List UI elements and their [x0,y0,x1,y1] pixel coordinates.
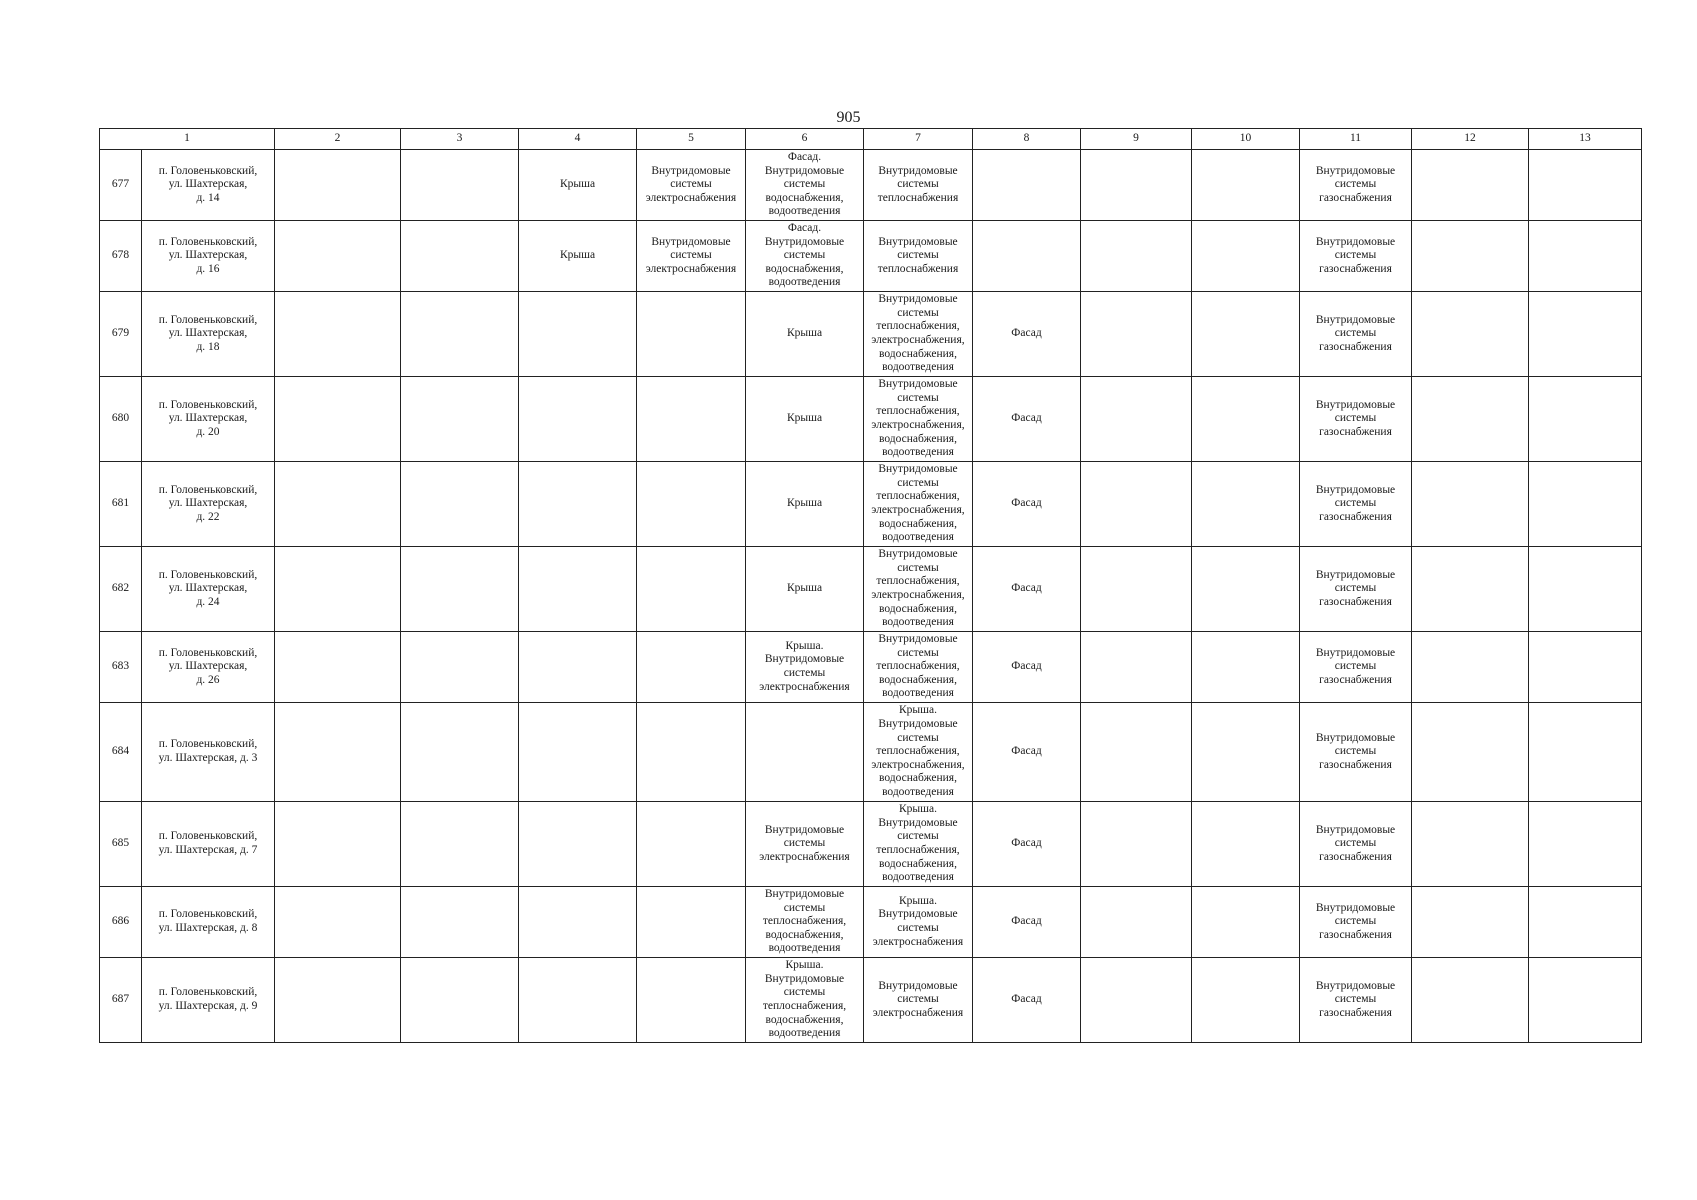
address-cell: п. Головеньковский, ул. Шахтерская, д. 3 [142,703,275,802]
period-cell-col-13 [1529,887,1642,958]
period-cell-col-12 [1412,632,1529,703]
table-row [100,292,1642,377]
row-number-cell: 685 [100,802,142,887]
period-cell-col-10 [1192,547,1300,632]
period-cell-col-8: Фасад [973,377,1081,462]
period-cell-col-7: Внутридомовые системы теплоснабжения, электроснабжения, водоснабжения, водоотведения [864,292,973,377]
period-cell-col-13 [1529,703,1642,802]
period-cell-col-3 [401,462,519,547]
column-number-cell: 2 [275,129,401,150]
period-cell-col-3 [401,221,519,292]
period-cell-col-9 [1081,632,1192,703]
period-cell-col-13 [1529,462,1642,547]
period-cell-col-9 [1081,547,1192,632]
period-cell-col-7: Крыша. Внутридомовые системы теплоснабжения, водоснабжения, водоотведения [864,802,973,887]
period-cell-col-10 [1192,292,1300,377]
period-cell-col-2 [275,632,401,703]
period-cell-col-6: Внутридомовые системы электроснабжения [746,802,864,887]
period-cell-col-5 [637,547,746,632]
address-cell: п. Головеньковский, ул. Шахтерская, д. 24 [142,547,275,632]
period-cell-col-4 [519,802,637,887]
period-cell-col-12 [1412,377,1529,462]
period-cell-col-2 [275,703,401,802]
period-cell-col-5 [637,292,746,377]
period-cell-col-7: Внутридомовые системы теплоснабжения [864,221,973,292]
address-cell: п. Головеньковский, ул. Шахтерская, д. 20 [142,377,275,462]
period-cell-col-9 [1081,703,1192,802]
column-number-cell: 9 [1081,129,1192,150]
column-number-cell: 5 [637,129,746,150]
period-cell-col-11: Внутридомовые системы газоснабжения [1300,377,1412,462]
page-number: 905 [836,109,861,126]
period-cell-col-6: Крыша [746,377,864,462]
table-row [100,377,1642,462]
period-cell-col-5 [637,887,746,958]
period-cell-col-13 [1529,632,1642,703]
period-cell-col-10 [1192,703,1300,802]
period-cell-col-3 [401,632,519,703]
period-cell-col-12 [1412,703,1529,802]
period-cell-col-5 [637,377,746,462]
repair-schedule-table [99,128,1642,1043]
period-cell-col-9 [1081,887,1192,958]
column-number-cell: 10 [1192,129,1300,150]
period-cell-col-12 [1412,462,1529,547]
period-cell-col-8: Фасад [973,632,1081,703]
period-cell-col-11: Внутридомовые системы газоснабжения [1300,802,1412,887]
period-cell-col-10 [1192,802,1300,887]
column-number-cell: 13 [1529,129,1642,150]
period-cell-col-8: Фасад [973,887,1081,958]
period-cell-col-11: Внутридомовые системы газоснабжения [1300,150,1412,221]
column-number-cell: 11 [1300,129,1412,150]
period-cell-col-11: Внутридомовые системы газоснабжения [1300,221,1412,292]
row-number-cell: 678 [100,221,142,292]
column-number-cell: 6 [746,129,864,150]
period-cell-col-3 [401,292,519,377]
address-cell: п. Головеньковский, ул. Шахтерская, д. 7 [142,802,275,887]
period-cell-col-4 [519,377,637,462]
table-row [100,547,1642,632]
period-cell-col-8: Фасад [973,958,1081,1043]
period-cell-col-7: Внутридомовые системы электроснабжения [864,958,973,1043]
period-cell-col-7: Внутридомовые системы теплоснабжения, электроснабжения, водоснабжения, водоотведения [864,462,973,547]
period-cell-col-12 [1412,802,1529,887]
column-number-cell: 3 [401,129,519,150]
period-cell-col-10 [1192,462,1300,547]
period-cell-col-6: Крыша [746,462,864,547]
period-cell-col-5: Внутридомовые системы электроснабжения [637,221,746,292]
period-cell-col-13 [1529,802,1642,887]
period-cell-col-13 [1529,958,1642,1043]
period-cell-col-5 [637,462,746,547]
period-cell-col-3 [401,150,519,221]
period-cell-col-5 [637,703,746,802]
address-cell: п. Головеньковский, ул. Шахтерская, д. 18 [142,292,275,377]
period-cell-col-5 [637,958,746,1043]
address-cell: п. Головеньковский, ул. Шахтерская, д. 26 [142,632,275,703]
period-cell-col-3 [401,802,519,887]
period-cell-col-11: Внутридомовые системы газоснабжения [1300,462,1412,547]
row-number-cell: 680 [100,377,142,462]
period-cell-col-8: Фасад [973,802,1081,887]
period-cell-col-13 [1529,150,1642,221]
period-cell-col-2 [275,887,401,958]
period-cell-col-6: Крыша. Внутридомовые системы теплоснабжения, водоснабжения, водоотведения [746,958,864,1043]
period-cell-col-6: Внутридомовые системы теплоснабжения, водоснабжения, водоотведения [746,887,864,958]
period-cell-col-2 [275,802,401,887]
period-cell-col-7: Внутридомовые системы теплоснабжения [864,150,973,221]
table-row [100,802,1642,887]
period-cell-col-8: Фасад [973,703,1081,802]
period-cell-col-4 [519,958,637,1043]
period-cell-col-11: Внутридомовые системы газоснабжения [1300,887,1412,958]
row-number-cell: 683 [100,632,142,703]
address-cell: п. Головеньковский, ул. Шахтерская, д. 22 [142,462,275,547]
period-cell-col-12 [1412,887,1529,958]
period-cell-col-9 [1081,802,1192,887]
row-number-cell: 682 [100,547,142,632]
period-cell-col-7: Внутридомовые системы теплоснабжения, водоснабжения, водоотведения [864,632,973,703]
period-cell-col-3 [401,377,519,462]
period-cell-col-5 [637,632,746,703]
period-cell-col-11: Внутридомовые системы газоснабжения [1300,547,1412,632]
period-cell-col-8 [973,150,1081,221]
column-number-cell: 8 [973,129,1081,150]
period-cell-col-13 [1529,547,1642,632]
address-cell: п. Головеньковский, ул. Шахтерская, д. 14 [142,150,275,221]
period-cell-col-4 [519,292,637,377]
table-row [100,221,1642,292]
period-cell-col-3 [401,547,519,632]
period-cell-col-2 [275,150,401,221]
period-cell-col-13 [1529,377,1642,462]
period-cell-col-4: Крыша [519,221,637,292]
period-cell-col-12 [1412,292,1529,377]
period-cell-col-3 [401,703,519,802]
period-cell-col-2 [275,292,401,377]
period-cell-col-2 [275,547,401,632]
table-row [100,462,1642,547]
period-cell-col-4 [519,462,637,547]
period-cell-col-3 [401,958,519,1043]
row-number-cell: 679 [100,292,142,377]
period-cell-col-8: Фасад [973,292,1081,377]
period-cell-col-6: Крыша [746,547,864,632]
period-cell-col-9 [1081,221,1192,292]
period-cell-col-6: Крыша [746,292,864,377]
period-cell-col-8 [973,221,1081,292]
period-cell-col-7: Крыша. Внутридомовые системы электроснабжения [864,887,973,958]
table-row [100,150,1642,221]
period-cell-col-6: Фасад. Внутридомовые системы водоснабжения, водоотведения [746,150,864,221]
period-cell-col-13 [1529,221,1642,292]
row-number-cell: 686 [100,887,142,958]
period-cell-col-10 [1192,377,1300,462]
period-cell-col-4: Крыша [519,150,637,221]
period-cell-col-7: Крыша. Внутридомовые системы теплоснабжения, электроснабжения, водоснабжения, водоотведения [864,703,973,802]
table-row [100,632,1642,703]
period-cell-col-4 [519,547,637,632]
address-cell: п. Головеньковский, ул. Шахтерская, д. 9 [142,958,275,1043]
row-number-cell: 677 [100,150,142,221]
period-cell-col-7: Внутридомовые системы теплоснабжения, электроснабжения, водоснабжения, водоотведения [864,377,973,462]
period-cell-col-11: Внутридомовые системы газоснабжения [1300,632,1412,703]
row-number-cell: 687 [100,958,142,1043]
table-row [100,703,1642,802]
table-row [100,958,1642,1043]
table-row [100,887,1642,958]
period-cell-col-2 [275,462,401,547]
period-cell-col-8: Фасад [973,547,1081,632]
period-cell-col-9 [1081,292,1192,377]
period-cell-col-8: Фасад [973,462,1081,547]
period-cell-col-6: Крыша. Внутридомовые системы электроснабжения [746,632,864,703]
period-cell-col-9 [1081,958,1192,1043]
period-cell-col-12 [1412,958,1529,1043]
column-number-cell: 4 [519,129,637,150]
period-cell-col-2 [275,377,401,462]
period-cell-col-9 [1081,377,1192,462]
row-number-cell: 681 [100,462,142,547]
period-cell-col-12 [1412,547,1529,632]
period-cell-col-11: Внутридомовые системы газоснабжения [1300,292,1412,377]
period-cell-col-2 [275,221,401,292]
period-cell-col-7: Внутридомовые системы теплоснабжения, электроснабжения, водоснабжения, водоотведения [864,547,973,632]
period-cell-col-10 [1192,150,1300,221]
period-cell-col-10 [1192,958,1300,1043]
period-cell-col-3 [401,887,519,958]
period-cell-col-12 [1412,221,1529,292]
period-cell-col-4 [519,632,637,703]
period-cell-col-9 [1081,150,1192,221]
column-number-row [100,129,1642,150]
period-cell-col-5: Внутридомовые системы электроснабжения [637,150,746,221]
period-cell-col-4 [519,703,637,802]
period-cell-col-6 [746,703,864,802]
period-cell-col-11: Внутридомовые системы газоснабжения [1300,958,1412,1043]
period-cell-col-10 [1192,221,1300,292]
column-number-cell: 1 [100,129,275,150]
period-cell-col-9 [1081,462,1192,547]
period-cell-col-5 [637,802,746,887]
address-cell: п. Головеньковский, ул. Шахтерская, д. 16 [142,221,275,292]
row-number-cell: 684 [100,703,142,802]
period-cell-col-12 [1412,150,1529,221]
period-cell-col-6: Фасад. Внутридомовые системы водоснабжения, водоотведения [746,221,864,292]
period-cell-col-11: Внутридомовые системы газоснабжения [1300,703,1412,802]
column-number-cell: 12 [1412,129,1529,150]
period-cell-col-4 [519,887,637,958]
address-cell: п. Головеньковский, ул. Шахтерская, д. 8 [142,887,275,958]
period-cell-col-2 [275,958,401,1043]
column-number-cell: 7 [864,129,973,150]
period-cell-col-13 [1529,292,1642,377]
period-cell-col-10 [1192,887,1300,958]
period-cell-col-10 [1192,632,1300,703]
